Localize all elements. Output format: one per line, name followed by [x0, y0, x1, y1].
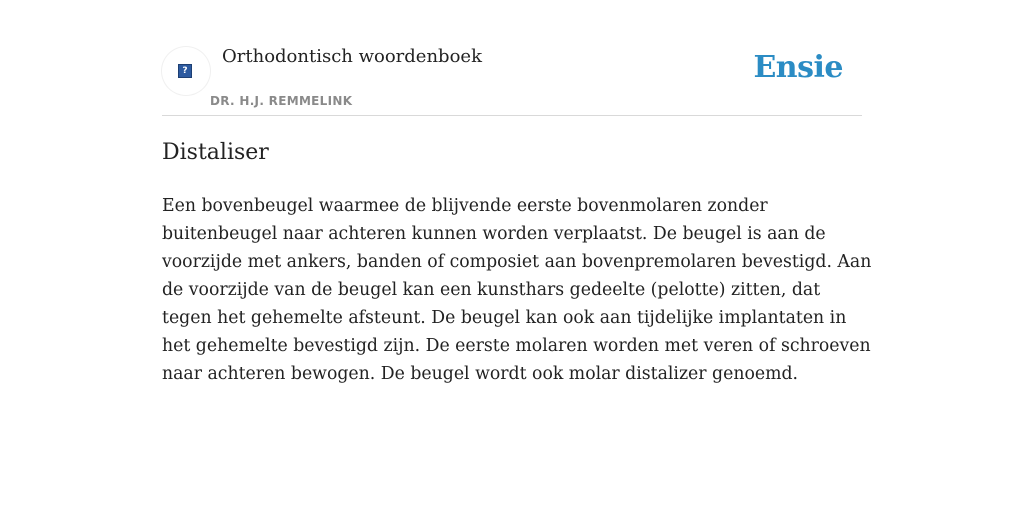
book-cover-glyph: ?	[178, 64, 192, 78]
brand-logo[interactable]: Ensie	[753, 50, 843, 85]
book-author[interactable]: DR. H.J. REMMELINK	[210, 94, 353, 108]
entry-term: Distaliser	[162, 140, 269, 165]
book-title[interactable]: Orthodontisch woordenboek	[222, 46, 482, 67]
entry-definition: Een bovenbeugel waarmee de blijvende eerste bovenmolaren zonder buitenbeugel naar achteren kunnen worden verplaatst. De beugel is aan de voorzijde met ankers, banden of composiet aan bovenpremolaren bevestigd. Aan de voorzijde van de beugel kan een kunsthars gedeelte (pelotte) zitten, dat tegen het gehemelte afsteunt. De beugel kan ook aan tijdelijke implantaten in het gehemelte bevestigd zijn. De eerste molaren worden met veren of schroeven naar achteren bewogen. De beugel wordt ook molar distalizer genoemd.	[162, 196, 872, 384]
book-cover-icon[interactable]	[162, 47, 210, 95]
book-header	[162, 40, 862, 116]
